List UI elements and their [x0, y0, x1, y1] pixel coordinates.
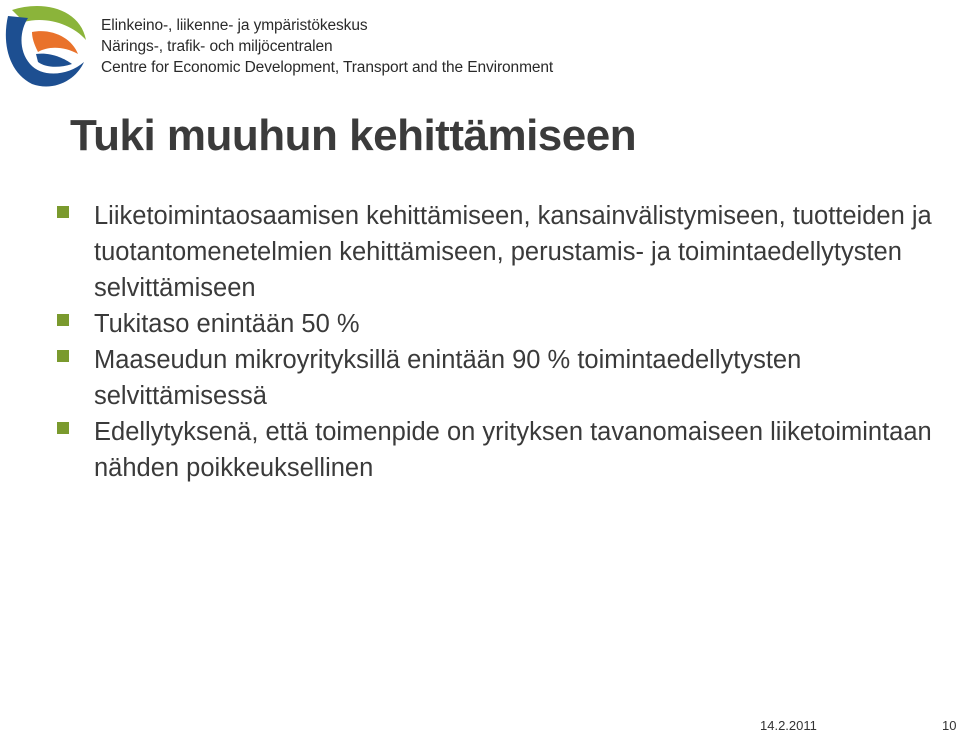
footer-page-number: 10 [942, 718, 957, 733]
logo-blue-inner [36, 54, 72, 67]
organization-name-block [101, 15, 553, 78]
organization-name-english: Centre for Economic Development, Transport and the Environment [101, 59, 554, 76]
slide-title: Tuki muuhun kehittämiseen [70, 111, 637, 160]
bullet-item [57, 306, 937, 342]
bullet-square-icon [57, 314, 69, 326]
footer-date: 14.2.2011 [760, 718, 817, 733]
bullet-item [57, 414, 937, 486]
logo-orange-swoosh [32, 31, 78, 54]
bullet-list [57, 198, 937, 486]
organization-name-swedish: Närings-, trafik- och miljöcentralen [101, 38, 333, 55]
organization-name-finnish: Elinkeino-, liikenne- ja ympäristökeskus [101, 17, 368, 34]
ely-centre-logo [2, 2, 88, 88]
bullet-text: Tukitaso enintään 50 % [94, 310, 360, 338]
bullet-square-icon [57, 350, 69, 362]
bullet-text: Edellytyksenä, että toimenpide on yrityksen tavanomaiseen liiketoimintaan nähden poikkeuksellinen [94, 418, 932, 482]
bullet-text: Maaseudun mikroyrityksillä enintään 90 % toimintaedellytysten selvittämisessä [94, 346, 802, 410]
bullet-item [57, 342, 937, 414]
bullet-square-icon [57, 422, 69, 434]
bullet-item [57, 198, 937, 306]
bullet-text: Liiketoimintaosaamisen kehittämiseen, kansainvälistymiseen, tuotteiden ja tuotantomenetelmien kehittämiseen, perustamis- ja toimintaedellytysten selvittämiseen [94, 202, 932, 302]
slide-header [0, 0, 960, 90]
bullet-square-icon [57, 206, 69, 218]
